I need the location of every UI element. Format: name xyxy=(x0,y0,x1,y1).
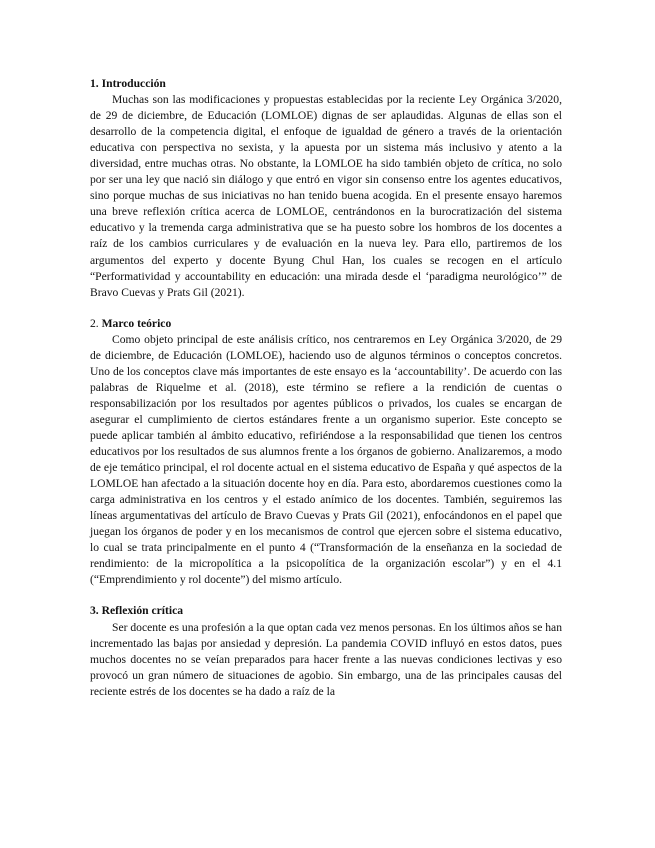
section-reflexion-critica xyxy=(90,603,562,699)
section-heading xyxy=(90,316,562,332)
section-heading xyxy=(90,76,562,92)
section-number: 3. xyxy=(90,604,99,618)
section-paragraph: Muchas son las modificaciones y propuestas establecidas por la reciente Ley Orgánica 3/2020, de 29 de diciembre, de Educación (LOMLOE) dignas de ser aplaudidas. Algunas de ellas son el desarrollo de la competencia digital, el enfoque de igualdad de género a través de la orientación educativa con perspectiva no sexista, y la apuesta por un sistema más inclusivo y atento a la diversidad, entre muchas otras. No obstante, la LOMLOE ha sido también objeto de crítica, no solo por ser una ley que nació sin diálogo y que entró en vigor sin consenso entre los agentes educativos, sino porque muchas de sus iniciativas no han tenido buena acogida. En el presente ensayo haremos una breve reflexión crítica acerca de LOMLOE, centrándonos en la burocratización del sistema educativo y la tremenda carga administrativa que se ha puesto sobre los hombros de los docentes a raíz de los cambios curriculares y de evaluación en la nueva ley. Para ello, partiremos de los argumentos del experto y docente Byung Chul Han, los cuales se recogen en el artículo “Performatividad y accountability en educación: una mirada desde el ‘paradigma neurológico’” de Bravo Cuevas y Prats Gil (2021). xyxy=(90,93,562,299)
section-title: Introducción xyxy=(101,77,166,90)
section-paragraph: Ser docente es una profesión a la que optan cada vez menos personas. En los últimos años se han incrementado las bajas por ansiedad y depresión. La pandemia COVID influyó en estos datos, pues muchos docentes no se veían preparados para hacer frente a las nuevas condiciones lectivas y eso provocó un gran número de situaciones de agobio. Sin embargo, una de las principales causas del reciente estrés de los docentes se ha dado a raíz de la xyxy=(90,620,562,698)
section-number: 1. xyxy=(90,77,99,90)
section-introduccion xyxy=(90,76,562,301)
section-number: 2. xyxy=(90,316,99,330)
section-title: Reflexión crítica xyxy=(101,604,184,618)
section-heading xyxy=(90,603,562,619)
document-body xyxy=(90,76,562,700)
section-paragraph: Como objeto principal de este análisis crítico, nos centraremos en Ley Orgánica 3/2020, de 29 de diciembre, de Educación (LOMLOE), haciendo uso de algunos términos o conceptos concretos. Uno de los conceptos clave más importantes de este ensayo es la ‘accountability’. De acuerdo con las palabras de Riquelme et al. (2018), este término se refiere a la rendición de cuentas o responsabilización por los resultados por agentes públicos o privados, los cuales se encargan de asegurar el cumplimiento de ciertos estándares frente a un organismo superior. Este concepto se puede aplicar también al ámbito educativo, refiriéndose a la responsabilidad que tienen los centros educativos por los resultados de sus alumnos frente a los órganos de gobierno. Analizaremos, a modo de eje temático principal, el rol docente actual en el sistema educativo de España y qué aspectos de la LOMLOE han afectado a la situación docente hoy en día. Para esto, abordaremos cuestiones como la carga administrativa en los centros y el estado anímico de los docentes. También, seguiremos las líneas argumentativas del artículo de Bravo Cuevas y Prats Gil (2021), enfocándonos en el papel que juegan los órganos de poder y en los mecanismos de control que ejercen sobre el sistema educativo, lo cual se trata principalmente en el punto 4 (“Transformación de la enseñanza en la sociedad de rendimiento: de la micropolítica a la psicopolítica de la organización escolar”) y en el 4.1 (“Emprendimiento y rol docente”) del mismo artículo. xyxy=(90,332,562,587)
section-marco-teorico xyxy=(90,316,562,589)
section-title: Marco teórico xyxy=(101,316,172,330)
